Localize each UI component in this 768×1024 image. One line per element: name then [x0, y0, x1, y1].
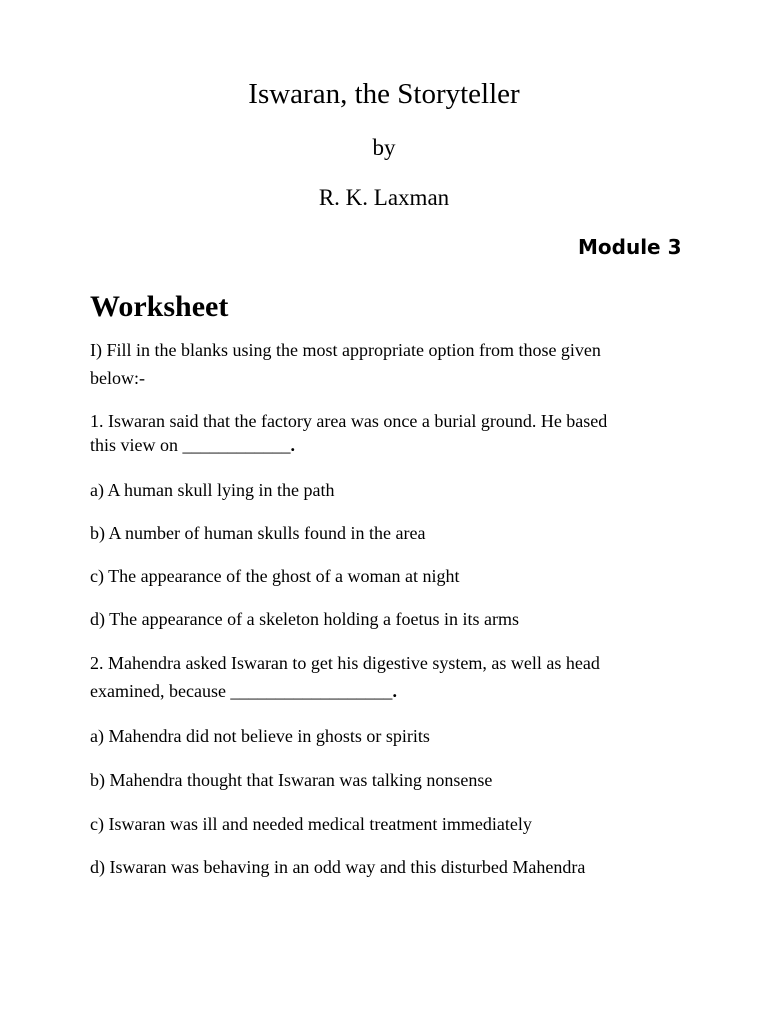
- question-2: [90, 649, 730, 705]
- instruction-text: [90, 336, 730, 392]
- question-1-option-b: b) A number of human skulls found in the area: [90, 523, 426, 543]
- question-1-option-d: d) The appearance of a skeleton holding a foetus in its arms: [90, 609, 520, 629]
- question-2-option-a: a) Mahendra did not believe in ghosts or spirits: [90, 726, 430, 746]
- byline-by: by: [372, 135, 396, 160]
- question-1: [90, 409, 730, 457]
- question-1-line-1: 1. Iswaran said that the factory area was once a burial ground. He based: [90, 411, 608, 431]
- question-1-end-mark: .: [290, 435, 295, 455]
- question-2-line-1: 2. Mahendra asked Iswaran to get his digestive system, as well as head: [90, 653, 600, 673]
- question-2-end-mark: .: [392, 681, 397, 701]
- document-title: Iswaran, the Storyteller: [248, 78, 520, 110]
- question-1-option-c: c) The appearance of the ghost of a woman at night: [90, 566, 460, 586]
- question-2-option-b: b) Mahendra thought that Iswaran was talking nonsense: [90, 770, 493, 790]
- instruction-line-1: I) Fill in the blanks using the most appropriate option from those given: [90, 340, 601, 360]
- question-2-line-2: [90, 677, 730, 705]
- author-name: R. K. Laxman: [318, 185, 450, 210]
- question-1-option-a: a) A human skull lying in the path: [90, 480, 335, 500]
- worksheet-heading: Worksheet: [90, 290, 229, 323]
- module-label: Module 3: [578, 235, 682, 259]
- question-1-blank-text: this view on ____________: [90, 435, 291, 455]
- question-2-blank-text: examined, because __________________: [90, 681, 393, 701]
- question-2-option-c: c) Iswaran was ill and needed medical treatment immediately: [90, 814, 532, 834]
- question-2-option-d: d) Iswaran was behaving in an odd way and this disturbed Mahendra: [90, 857, 586, 877]
- question-1-line-2: [90, 433, 730, 457]
- instruction-line-2: below:-: [90, 368, 145, 388]
